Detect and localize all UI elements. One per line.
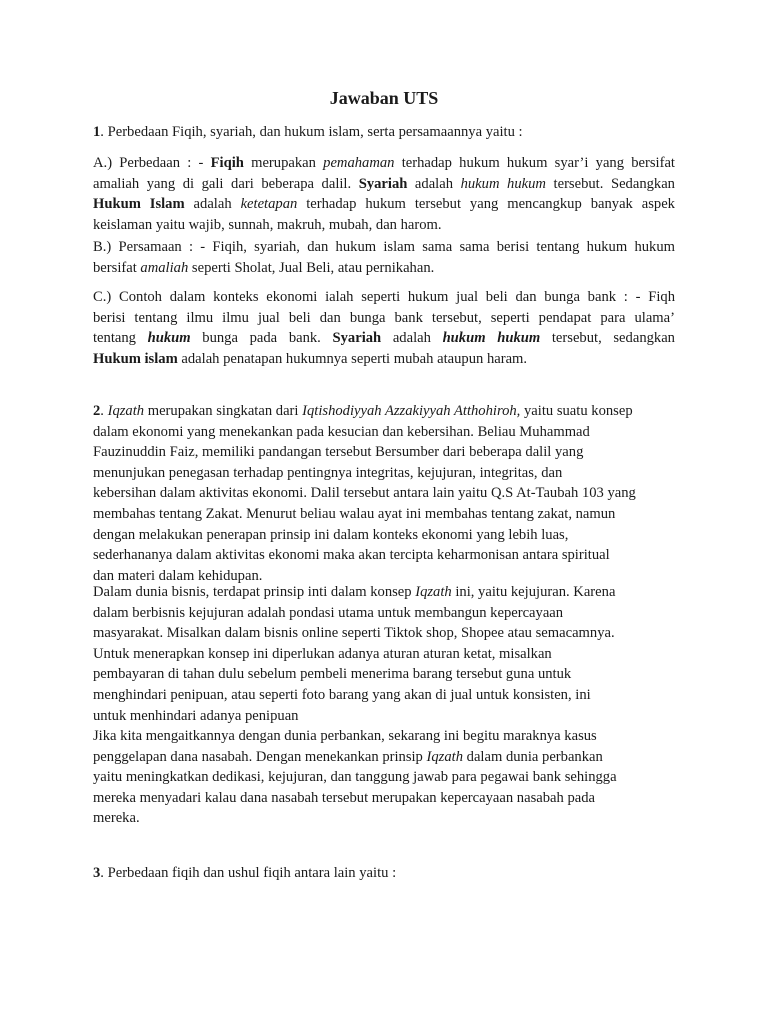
q2-number: 2	[93, 403, 101, 419]
q1-number: 1	[93, 124, 101, 140]
q2-paragraph-2: Dalam dunia bisnis, terdapat prinsip inti dalam konsep Iqzath ini, yaitu kejujuran. Karena dalam berbisnis kejujuran adalah pondasi utama untuk membangun kepercayaan masyarakat. Misalkan dalam bisnis online seperti Tiktok shop, Shopee atau semacamnya. Untuk menerapkan konsep ini diperlukan adanya aturan aturan ketat, misalkan pembayaran di tahan dulu sebelum pembeli menerima barang tersebut guna untuk menghindari penipuan, atau seperti foto barang yang akan di jual untuk konsisten, ini untuk menhindari adanya penipuan	[93, 584, 616, 724]
q3-number: 3	[93, 865, 101, 881]
q1-heading: 1. Perbedaan Fiqih, syariah, dan hukum islam, serta persamaannya yaitu :	[93, 124, 523, 140]
q1-answer-a: A.) Perbedaan : - Fiqih merupakan pemahaman terhadap hukum hukum syar’i yang bersifat amaliah yang di gali dari beberapa dalil. Syariah adalah hukum hukum tersebut. Sedangkan Hukum Islam adalah ketetapan terhadap hukum tersebut yang mencangkup banyak aspek keislaman yaitu wajib, sunnah, makruh, mubah, dan harom.	[93, 155, 675, 233]
q1-answer-b: B.) Persamaan : - Fiqih, syariah, dan hukum islam sama sama berisi tentang hukum hukum bersifat amaliah seperti Sholat, Jual Beli, atau pernikahan.	[93, 239, 675, 276]
q2-paragraph-3: Jika kita mengaitkannya dengan dunia perbankan, sekarang ini begitu maraknya kasus penggelapan dana nasabah. Dengan menekankan prinsip Iqzath dalam dunia perbankan yaitu meningkatkan dedikasi, kejujuran, dan tanggung jawab para pegawai bank sehingga mereka menyadari kalau dana nasabah tersebut merupakan kepercayaan nasabah pada mereka.	[93, 728, 617, 827]
q3-heading: 3. Perbedaan fiqih dan ushul fiqih antara lain yaitu :	[93, 865, 397, 881]
q2-paragraph-1: 2. Iqzath merupakan singkatan dari Iqtishodiyyah Azzakiyyah Atthohiroh, yaitu suatu konsep dalam ekonomi yang menekankan pada kesucian dan kebersihan. Beliau Muhammad Fauzinuddin Faiz, memiliki pandangan tersebut Bersumber dari beberapa dalil yang menunjukan penegasan terhadap pentingnya integritas, kejujuran, integritas, dan kebersihan dalam aktivitas ekonomi. Dalil tersebut antara lain yaitu Q.S At-Taubah 103 yang membahas tentang Zakat. Menurut beliau walau ayat ini membahas tentang zakat, namun dengan melakukan penerapan prinsip ini dalam konteks ekonomi yang lebih luas, sederhananya dalam aktivitas ekonomi maka akan tercipta keharmonisan antara spiritual dan materi dalam kehidupan.	[93, 403, 636, 584]
page-title: Jawaban UTS	[329, 88, 439, 108]
q1-answer-c: C.) Contoh dalam konteks ekonomi ialah seperti hukum jual beli dan bunga bank : - Fiqh berisi tentang ilmu ilmu jual beli dan bunga bank tersebut, seperti pendapat para ulama’ tentang hukum bunga pada bank. Syariah adalah hukum hukum tersebut, sedangkan Hukum islam adalah penatapan hukumnya seperti mubah ataupun haram.	[93, 289, 675, 367]
